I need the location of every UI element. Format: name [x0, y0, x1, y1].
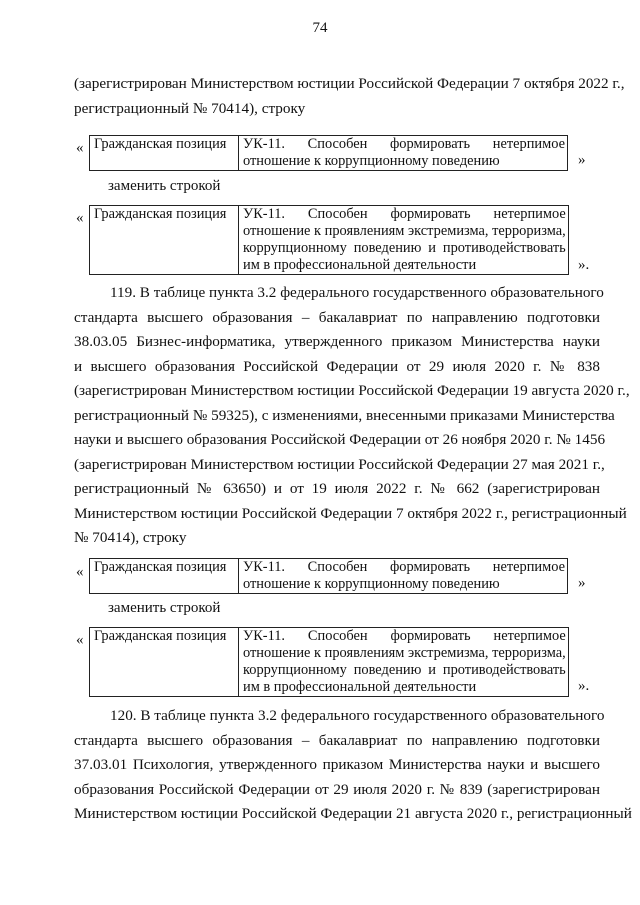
text-line: (зарегистрирован Министерством юстиции Российской Федерации 19 августа 2020 г.,	[74, 382, 630, 399]
open-quote: «	[76, 210, 84, 226]
open-quote: «	[76, 564, 84, 580]
close-quote: »	[578, 152, 586, 168]
text-line: образования Российской Федерации от 29 июля 2020 г. № 839 (зарегистрирован	[74, 780, 600, 798]
text-line: 38.03.05 Бизнес-информатика, утвержденного приказом Министерства науки	[74, 333, 600, 350]
text-line: Министерством юстиции Российской Федерации 7 октября 2022 г., регистрационный	[74, 504, 627, 522]
text-line: 120. В таблице пункта 3.2 федерального государственного образовательного	[110, 707, 605, 724]
competency-description-cell: УК-11. Способен формировать нетерпимое отношение к коррупционному поведению	[239, 559, 568, 594]
competency-category-cell: Гражданская позиция	[90, 136, 239, 171]
close-quote: ».	[578, 678, 590, 694]
competency-category-cell: Гражданская позиция	[90, 628, 239, 697]
text-line: регистрационный № 59325), с изменениями, внесенными приказами Министерства	[74, 406, 615, 424]
competency-description-cell: УК-11. Способен формировать нетерпимое отношение к проявлениям экстремизма, терроризма, коррупционному поведению и противодействовать им в профессиональной деятельности	[239, 206, 569, 275]
text-line: (зарегистрирован Министерством юстиции Российской Федерации 7 октября 2022 г.,	[74, 75, 625, 92]
text-line: (зарегистрирован Министерством юстиции Российской Федерации 27 мая 2021 г.,	[74, 455, 605, 473]
open-quote: «	[76, 140, 84, 156]
text-line: науки и высшего образования Российской Федерации от 26 ноября 2020 г. № 1456	[74, 431, 606, 448]
paragraph-119	[74, 281, 630, 551]
replaced-table-row	[89, 558, 568, 594]
text-line: и высшего образования Российской Федерации от 29 июля 2020 г. № 838	[74, 357, 600, 375]
text-line: № 70414), строку	[74, 529, 187, 546]
open-quote: «	[76, 632, 84, 648]
competency-description-cell: УК-11. Способен формировать нетерпимое отношение к коррупционному поведению	[239, 136, 568, 171]
text-line: стандарта высшего образования – бакалавриат по направлению подготовки	[74, 731, 600, 749]
text-line: 119. В таблице пункта 3.2 федерального государственного образовательного	[110, 284, 604, 301]
text-line: регистрационный № 70414), строку	[74, 99, 306, 117]
text-line: стандарта высшего образования – бакалавриат по направлению подготовки	[74, 308, 600, 326]
text-line: регистрационный № 63650) и от 19 июля 2022 г. № 662 (зарегистрирован	[74, 480, 600, 497]
text-line: Министерством юстиции Российской Федерации 21 августа 2020 г., регистрационный	[74, 805, 632, 822]
close-quote: ».	[578, 257, 590, 273]
intro-paragraph	[74, 72, 625, 121]
page-number: 74	[312, 20, 328, 36]
competency-description-cell: УК-11. Способен формировать нетерпимое отношение к проявлениям экстремизма, терроризма, коррупционному поведению и противодействовать им в профессиональной деятельности	[239, 628, 569, 697]
replaced-table-row	[89, 135, 568, 171]
competency-category-cell: Гражданская позиция	[90, 206, 239, 275]
text-line: 37.03.01 Психология, утвержденного приказом Министерства науки и высшего	[74, 756, 600, 773]
paragraph-120	[74, 704, 632, 827]
close-quote: »	[578, 575, 586, 591]
replace-instruction: заменить строкой	[108, 178, 221, 194]
competency-category-cell: Гражданская позиция	[90, 559, 239, 594]
replacement-table-row	[89, 205, 569, 275]
replace-instruction: заменить строкой	[108, 600, 221, 616]
replacement-table-row	[89, 627, 569, 697]
